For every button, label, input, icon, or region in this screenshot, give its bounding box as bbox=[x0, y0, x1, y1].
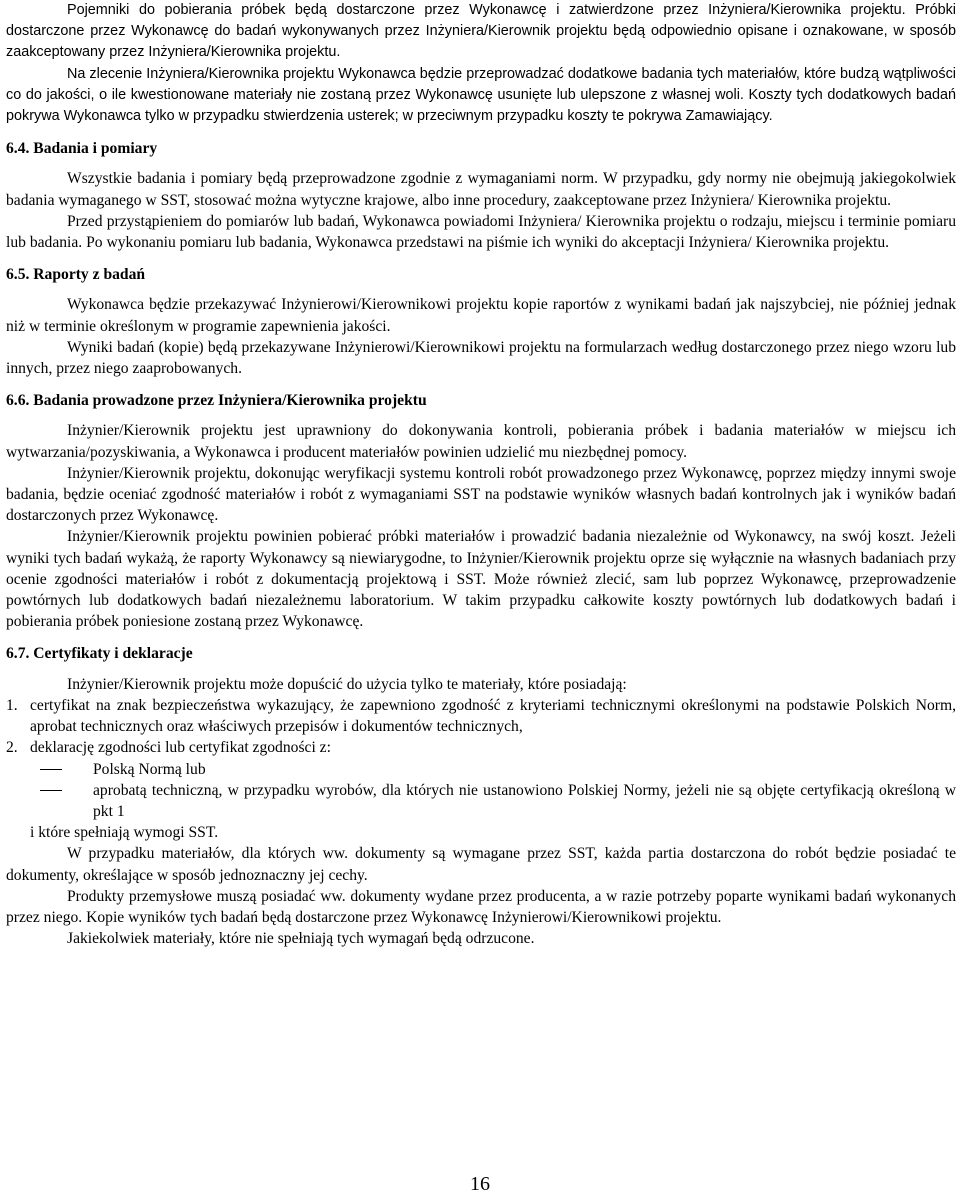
section-heading-6-5: 6.5. Raporty z badań bbox=[6, 266, 146, 284]
section-heading-6-6: 6.6. Badania prowadzone przez Inżyniera/Kierownika projektu bbox=[6, 392, 427, 410]
list-item-1-text: certyfikat na znak bezpieczeństwa wykazujący, że zapewniono zgodność z kryteriami technicznymi określonymi na podstawie Polskich Norm, aprobat technicznych oraz właściwych przepisów i dokumentów technicznych, bbox=[30, 696, 956, 736]
section-6-4-paragraph-2: Przed przystąpieniem do pomiarów lub badań, Wykonawca powiadomi Inżyniera/ Kierownika projektu o rodzaju, miejscu i terminie pomiaru lub badania. Po wykonaniu pomiaru lub badania, Wykonawca przedstawi na piśmie ich wyniki do akceptacji Inżyniera/ Kierownika projektu. bbox=[6, 212, 956, 252]
paragraph-additional-tests: Na zlecenie Inżyniera/Kierownika projektu Wykonawca będzie przeprowadzać dodatkowe badania tych materiałów, które budzą wątpliwości co do jakości, o ile kwestionowane materiały nie zostaną przez Wykonawcę usunięte lub ulepszone z własnej woli. Koszty tych dodatkowych badań pokrywa Wykonawca tylko w przypadku stwierdzenia usterek; w przeciwnym przypadku koszty te pokrywa Zamawiający. bbox=[6, 65, 956, 125]
section-6-6-paragraph-1: Inżynier/Kierownik projektu jest uprawniony do dokonywania kontroli, pobierania próbek i badania materiałów w miejscu ich wytwarzania/pozyskiwania, a Wykonawca i producent materiałów powinien udzielić mu niezbędnej pomocy. bbox=[6, 422, 956, 461]
dash-bullet-icon bbox=[40, 790, 62, 791]
section-heading-6-7: 6.7. Certyfikaty i deklaracje bbox=[6, 645, 193, 663]
document-page bbox=[6, 0, 956, 949]
list-item-2-text: deklarację zgodności lub certyfikat zgodności z: bbox=[30, 739, 331, 757]
section-6-5-paragraph-2: Wyniki badań (kopie) będą przekazywane Inżynierowi/Kierownikowi projektu na formularzach według dostarczonego przez niego wzoru lub innych, przez niego zaaprobowanych. bbox=[6, 338, 956, 378]
page-number: 16 bbox=[470, 1173, 490, 1195]
dash-list-item-2 bbox=[6, 780, 956, 822]
section-6-7-paragraph-2: Produkty przemysłowe muszą posiadać ww. dokumenty wydane przez producenta, a w razie potrzeby poparte wynikami badań wykonanych przez niego. Kopie wyników tych badań będą dostarczone przez Wykonawcę Inżynierowi/Kierownikowi projektu. bbox=[6, 887, 956, 926]
dash-bullet-icon bbox=[40, 769, 62, 770]
list-item-1 bbox=[6, 695, 956, 737]
dash-list-item-2-text: aprobatą techniczną, w przypadku wyrobów, dla których nie ustanowiono Polskiej Normy, jeżeli nie są objęte certyfikacją określoną w pkt 1 bbox=[93, 781, 956, 820]
list-marker-1: 1. bbox=[6, 696, 18, 714]
list-item-2 bbox=[6, 737, 956, 758]
section-6-6-paragraph-2: Inżynier/Kierownik projektu, dokonując weryfikacji systemu kontroli robót prowadzonego przez Wykonawcę, poprzez między innymi swoje badania, będzie oceniać zgodność materiałów i robót z wymaganiami SST na podstawie wyników własnych badań kontrolnych jak i wyników badań dostarczonych przez Wykonawcę. bbox=[6, 464, 956, 525]
section-6-7-paragraph-3: Jakiekolwiek materiały, które nie spełniają tych wymagań będą odrzucone. bbox=[67, 930, 535, 948]
section-6-6-paragraph-3: Inżynier/Kierownik projektu powinien pobierać próbki materiałów i prowadzić badania niezależnie od Wykonawcy, na swój koszt. Jeżeli wyniki tych badań wykażą, że raporty Wykonawcy są niewiarygodne, to Inżynier/Kierownik projektu oprze się wyłącznie na własnych badaniach przy ocenie zgodności materiałów i robót z dokumentacją projektową i SST. Może również zlecić, sam lub poprzez Wykonawcę, przeprowadzenie powtórnych lub dodatkowych badań niezależnemu laboratorium. W takim przypadku całkowite koszty powtórnych lub dodatkowych badań i pobierania próbek poniesione zostaną przez Wykonawcę. bbox=[6, 528, 956, 631]
dash-list-item-1-text: Polską Normą lub bbox=[93, 760, 206, 778]
section-6-7-intro: Inżynier/Kierownik projektu może dopuścić do użycia tylko te materiały, które posiadają: bbox=[67, 675, 627, 693]
section-6-5-paragraph-1: Wykonawca będzie przekazywać Inżynierowi/Kierownikowi projektu kopie raportów z wynikami badań jak najszybciej, nie później jednak niż w terminie określonym w programie zapewnienia jakości. bbox=[6, 296, 956, 335]
list-tail-text: i które spełniają wymogi SST. bbox=[30, 824, 219, 842]
section-6-7-paragraph-1: W przypadku materiałów, dla których ww. dokumenty są wymagane przez SST, każda partia dostarczona do robót będzie posiadać te dokumenty, określające w sposób jednoznaczny jej cechy. bbox=[6, 845, 956, 884]
paragraph-sampling-containers: Pojemniki do pobierania próbek będą dostarczone przez Wykonawcę i zatwierdzone przez Inżyniera/Kierownika projektu. Próbki dostarczone przez Wykonawcę do badań wykonywanych przez Inżyniera/Kierownik projektu będą odpowiednio opisane i oznakowane, w sposób zaakceptowany przez Inżyniera/Kierownika projektu. bbox=[6, 2, 956, 61]
dash-list-item-1 bbox=[6, 759, 956, 780]
list-marker-2: 2. bbox=[6, 739, 18, 757]
section-6-4-paragraph-1: Wszystkie badania i pomiary będą przeprowadzone zgodnie z wymaganiami norm. W przypadku, gdy normy nie obejmują jakiegokolwiek badania wymaganego w SST, stosować można wytyczne krajowe, albo inne procedury, zaakceptowane przez Inżyniera/ Kierownika projektu. bbox=[6, 170, 956, 209]
section-heading-6-4: 6.4. Badania i pomiary bbox=[6, 140, 158, 158]
